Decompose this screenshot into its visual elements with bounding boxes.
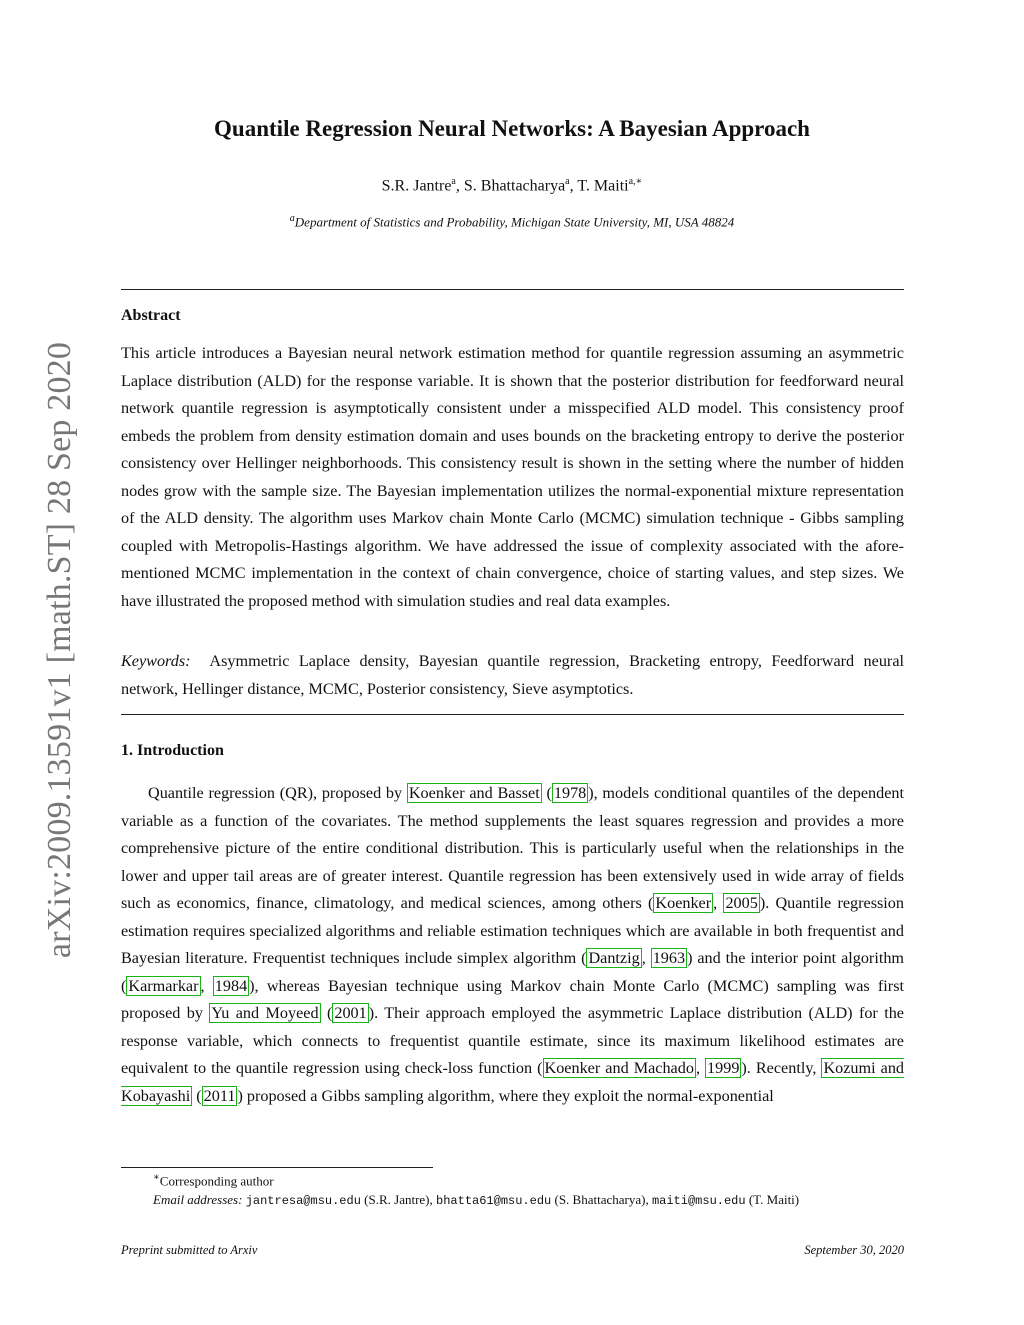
- paper-title: Quantile Regression Neural Networks: A Bayesian Approach: [214, 116, 810, 141]
- arxiv-identifier: arXiv:2009.13591v1 [math.ST] 28 Sep 2020: [41, 341, 78, 959]
- citation-link[interactable]: 2001: [334, 1004, 367, 1022]
- footnote-rule: [121, 1167, 433, 1168]
- abstract-text: This article introduces a Bayesian neural network estimation method for quantile regression assuming an asymmetric Laplace distribution (ALD) for the response variable. It is shown that the posterior distribution for feedforward neural network quantile regression is asymptotically consistent under a misspecified ALD model. This consistency proof embeds the problem from density estimation domain and uses bounds on the bracketing entropy to derive the posterior consistency over Hellinger neighborhoods. This consistency result is shown in the setting where the number of hidden nodes grow with the sample size. The Bayesian implementation utilizes the normal-exponential mixture representation of the ALD density. The algorithm uses Markov chain Monte Carlo (MCMC) simulation technique - Gibbs sampling coupled with Metropolis-Hastings algorithm. We have addressed the issue of complexity associated with the afore-mentioned MCMC implementation in the context of chain convergence, choice of starting values, and step sizes. We have illustrated the proposed method with simulation studies and real data examples.: [121, 344, 904, 610]
- keywords: Keywords: Asymmetric Laplace density, Bayesian quantile regression, Bracketing entropy, Feedforward neural network, Hellinger distance, MCMC, Posterior consistency, Sieve asymptotics.: [121, 652, 905, 698]
- author-bhattacharya: S. Bhattacharya: [463, 177, 566, 195]
- citation-link[interactable]: Koenker and Machado: [544, 1059, 694, 1077]
- email-link[interactable]: jantresa@msu.edu: [245, 1194, 361, 1208]
- introduction-paragraph: Quantile regression (QR), proposed by Koenker and Basset ( 1978 ), models conditional quantiles of the dependent variable as a function of the covariates. The method supplements the least squares regression and provides a more comprehensive picture of the entire conditional distribution. This is particularly useful when the relationships in the lower and upper tail areas are of greater interest. Quantile regression has been extensively used in wide array of fields such as economics, finance, climatology, and medical sciences, among others ( Koenker , 2005 ). Quantile regression estimation requires specialized algorithms and reliable estimation techniques which are available in both frequentist and Bayesian literature. Frequentist techniques include simplex algorithm ( Dantzig , 1963 ) and the interior point algorithm ( Karmarkar , 1984 ), whereas Bayesian technique using Markov chain Monte Carlo (MCMC) sampling was first proposed by Yu and Moyeed ( 2001 ). Their approach employed the asymmetric Laplace distribution (ALD) for the response variable, which connects to frequentist quantile estimate, since its maximum likelihood estimates are equivalent to the quantile regression using check-loss function ( Koenker and Machado , 1999 ). Recently, Kozumi and Kobayashi ( 2011 ) proposed a Gibbs sampling algorithm, where they exploit the normal-exponential: [121, 784, 905, 1105]
- citation-link[interactable]: 2005: [725, 894, 758, 912]
- citation-link[interactable]: Dantzig: [588, 949, 640, 967]
- footnote-corresponding: ∗Corresponding author: [153, 1172, 274, 1189]
- citation-link[interactable]: 1999: [707, 1059, 740, 1077]
- affiliation: $^a$Department of Statistics and Probability, Michigan State University, MI, USA 48824: [289, 213, 735, 230]
- abstract-heading: Abstract: [121, 307, 181, 324]
- footnote-emails: Email addresses: jantresa@msu.edu (S.R. Jantre), bhatta61@msu.edu (S. Bhattacharya), maiti@msu.edu (T. Maiti): [153, 1192, 800, 1208]
- citation-link[interactable]: Kozumi and Kobayashi: [121, 1059, 905, 1105]
- citation-link[interactable]: 1978: [553, 784, 587, 802]
- author-list: S.R. Jantre$^a$, S. Bhattacharya$^a$, T. Maiti$^{a,∗}$: [381, 176, 643, 195]
- email-link[interactable]: maiti@msu.edu: [651, 1194, 746, 1208]
- abstract-top-rule: [121, 289, 904, 290]
- email-link[interactable]: bhatta61@msu.edu: [436, 1194, 552, 1208]
- footer-preprint-note: Preprint submitted to Arxiv: [121, 1243, 258, 1257]
- keywords-label: Keywords:: [121, 652, 191, 670]
- author-maiti: T. Maiti: [577, 177, 629, 195]
- abstract-bottom-rule: [121, 714, 904, 715]
- citation-link[interactable]: Koenker and Basset: [408, 784, 540, 802]
- footer-date: September 30, 2020: [804, 1243, 904, 1257]
- citation-link[interactable]: 2011: [203, 1086, 236, 1105]
- citation-link[interactable]: Yu and Moyeed: [211, 1004, 319, 1022]
- citation-link[interactable]: 1984: [214, 976, 248, 995]
- citation-link[interactable]: Koenker: [655, 894, 712, 912]
- citation-link[interactable]: 1963: [652, 949, 686, 967]
- citation-link[interactable]: Karmarkar: [128, 976, 199, 995]
- author-jantre: S.R. Jantre: [381, 177, 452, 195]
- introduction-heading: 1. Introduction: [121, 742, 224, 759]
